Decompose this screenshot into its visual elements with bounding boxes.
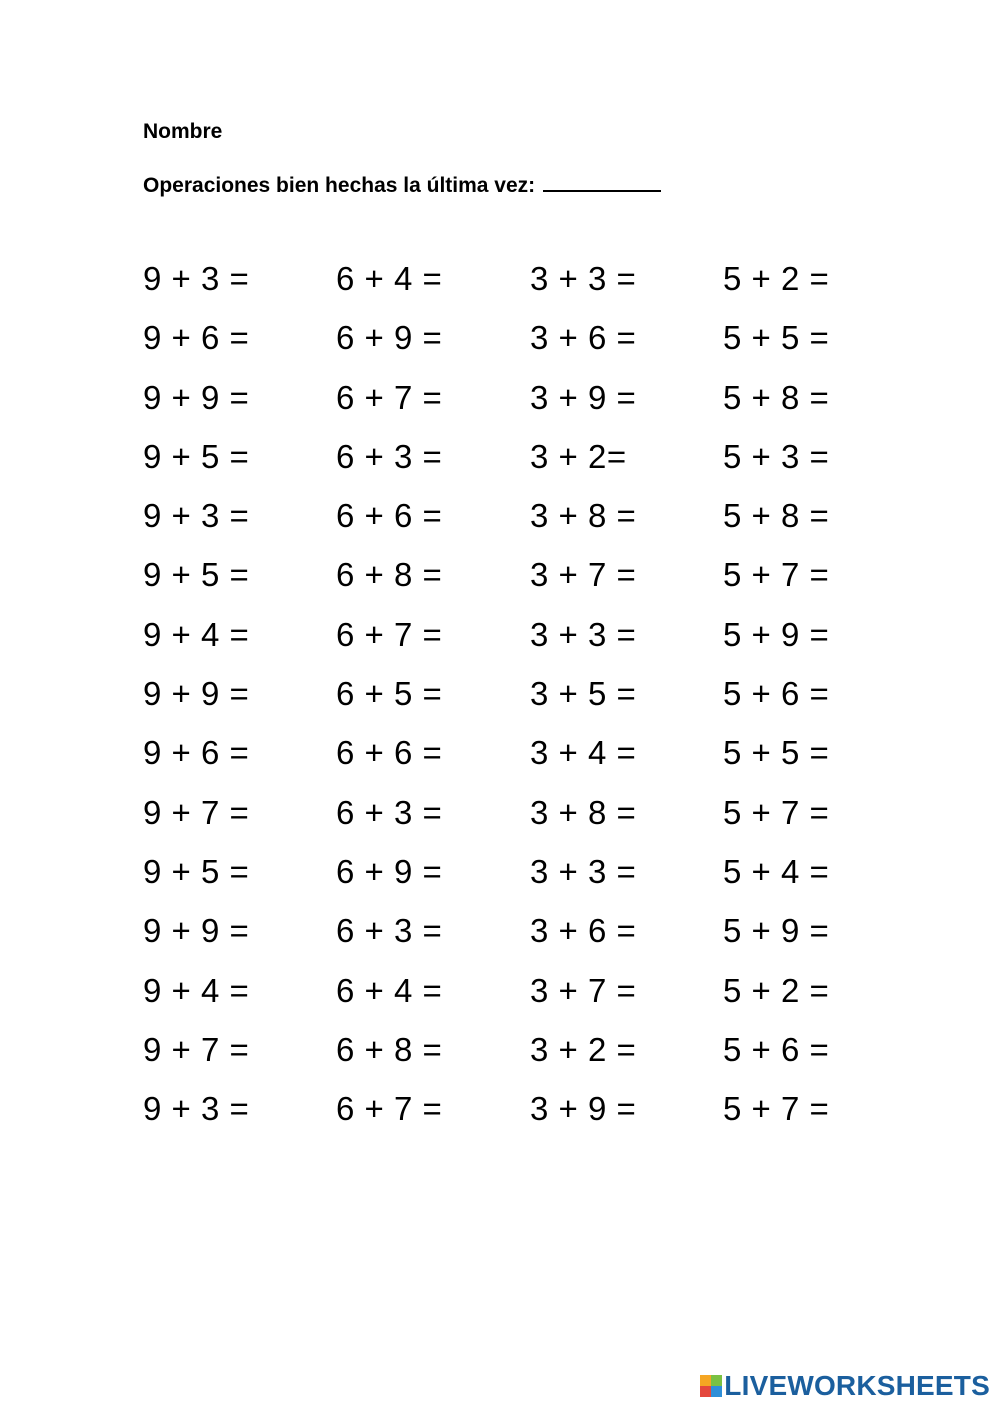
operation-cell: 3 + 9 = bbox=[530, 378, 637, 416]
operation-cell: 6 + 8 = bbox=[336, 1030, 443, 1068]
operation-cell: 6 + 7 = bbox=[336, 378, 443, 416]
operation-cell: 3 + 5 = bbox=[530, 675, 637, 713]
operation-cell: 9 + 6 = bbox=[143, 319, 250, 357]
operation-cell: 9 + 5 = bbox=[143, 556, 250, 594]
operation-cell: 6 + 3 = bbox=[336, 793, 443, 831]
operation-cell: 3 + 7 = bbox=[530, 556, 637, 594]
operation-cell: 6 + 7 = bbox=[336, 1090, 443, 1128]
operation-cell: 9 + 3 = bbox=[143, 1090, 250, 1128]
operation-cell: 9 + 9 = bbox=[143, 378, 250, 416]
operation-cell: 5 + 4 = bbox=[723, 852, 830, 890]
operation-cell: 9 + 4 = bbox=[143, 971, 250, 1009]
operation-cell: 6 + 4 = bbox=[336, 260, 443, 297]
operation-cell: 5 + 9 = bbox=[723, 615, 830, 653]
operation-cell: 9 + 7 = bbox=[143, 793, 250, 831]
operation-cell: 6 + 6 = bbox=[336, 734, 443, 772]
operation-cell: 9 + 3 = bbox=[143, 497, 250, 535]
operation-cell: 5 + 7 = bbox=[723, 556, 830, 594]
operations-grid bbox=[143, 257, 916, 1146]
operation-cell: 5 + 2 = bbox=[723, 260, 830, 297]
operation-cell: 6 + 7 = bbox=[336, 615, 443, 653]
operation-cell: 3 + 3 = bbox=[530, 260, 637, 297]
operation-cell: 3 + 6 = bbox=[530, 912, 637, 950]
operation-cell: 9 + 6 = bbox=[143, 734, 250, 772]
operation-cell: 9 + 3 = bbox=[143, 260, 250, 297]
operation-cell: 5 + 6 = bbox=[723, 1030, 830, 1068]
operation-cell: 6 + 6 = bbox=[336, 497, 443, 535]
operation-cell: 6 + 4 = bbox=[336, 971, 443, 1009]
operation-cell: 9 + 9 = bbox=[143, 675, 250, 713]
operation-cell: 5 + 8 = bbox=[723, 378, 830, 416]
operation-cell: 3 + 7 = bbox=[530, 971, 637, 1009]
score-blank-line bbox=[543, 189, 661, 192]
operation-cell: 3 + 9 = bbox=[530, 1090, 637, 1128]
operation-cell: 3 + 6 = bbox=[530, 319, 637, 357]
operation-cell: 3 + 4 = bbox=[530, 734, 637, 772]
operation-cell: 5 + 6 = bbox=[723, 675, 830, 713]
operation-cell: 9 + 7 = bbox=[143, 1030, 250, 1068]
operation-cell: 5 + 7 = bbox=[723, 793, 830, 831]
operation-cell: 3 + 2 = bbox=[530, 1030, 637, 1068]
logo-text: LIVEWORKSHEETS bbox=[724, 1370, 990, 1401]
footer-logo bbox=[700, 1371, 990, 1401]
operation-cell: 6 + 9 = bbox=[336, 852, 443, 890]
operation-cell: 5 + 9 = bbox=[723, 912, 830, 950]
operation-cell: 9 + 4 = bbox=[143, 615, 250, 653]
operation-cell: 3 + 8 = bbox=[530, 793, 637, 831]
operation-cell: 6 + 5 = bbox=[336, 675, 443, 713]
operation-cell: 5 + 3 = bbox=[723, 437, 830, 475]
operation-cell: 6 + 3 = bbox=[336, 437, 443, 475]
operation-cell: 5 + 5 = bbox=[723, 734, 830, 772]
operation-cell: 3 + 3 = bbox=[530, 852, 637, 890]
operation-cell: 5 + 2 = bbox=[723, 971, 830, 1009]
operation-cell: 9 + 5 = bbox=[143, 852, 250, 890]
score-line bbox=[143, 173, 661, 199]
score-label: Operaciones bien hechas la última vez: bbox=[143, 174, 536, 197]
operation-cell: 5 + 5 = bbox=[723, 319, 830, 357]
operation-cell: 5 + 8 = bbox=[723, 497, 830, 535]
liveworksheets-logo-icon bbox=[700, 1375, 722, 1397]
operation-cell: 3 + 3 = bbox=[530, 615, 637, 653]
operation-cell: 5 + 7 = bbox=[723, 1090, 830, 1128]
operation-cell: 6 + 9 = bbox=[336, 319, 443, 357]
operation-cell: 3 + 8 = bbox=[530, 497, 637, 535]
name-label: Nombre bbox=[143, 120, 223, 143]
operation-cell: 9 + 9 = bbox=[143, 912, 250, 950]
operation-cell: 6 + 8 = bbox=[336, 556, 443, 594]
operation-cell: 9 + 5 = bbox=[143, 437, 250, 475]
operation-cell: 6 + 3 = bbox=[336, 912, 443, 950]
operation-cell: 3 + 2= bbox=[530, 437, 627, 475]
